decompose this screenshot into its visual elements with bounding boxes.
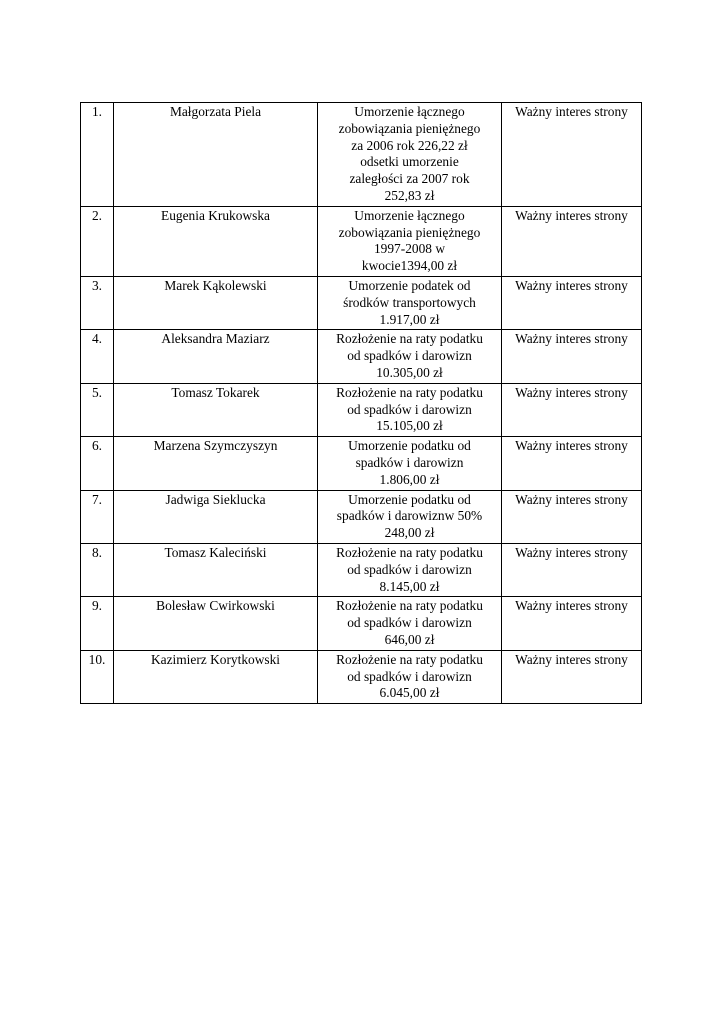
table-row (81, 437, 642, 490)
decision-description: Umorzenie podatku od spadków i darowiznw 50% 248,00 zł (318, 490, 502, 543)
decision-description: Umorzenie łącznego zobowiązania pieniężnego 1997-2008 w kwocie1394,00 zł (318, 206, 502, 276)
row-number: 3. (81, 276, 114, 329)
table-row (81, 330, 642, 383)
decision-description: Rozłożenie na raty podatku od spadków i darowizn 10.305,00 zł (318, 330, 502, 383)
person-name: Aleksandra Maziarz (114, 330, 318, 383)
person-name: Marzena Szymczyszyn (114, 437, 318, 490)
person-name: Kazimierz Korytkowski (114, 650, 318, 703)
decision-reason: Ważny interes strony (502, 383, 642, 436)
decision-description: Umorzenie podatek od środków transportowych 1.917,00 zł (318, 276, 502, 329)
decision-reason: Ważny interes strony (502, 437, 642, 490)
decision-reason: Ważny interes strony (502, 330, 642, 383)
decision-reason: Ważny interes strony (502, 543, 642, 596)
decisions-table (80, 102, 642, 704)
table-row (81, 597, 642, 650)
row-number: 4. (81, 330, 114, 383)
row-number: 7. (81, 490, 114, 543)
decision-reason: Ważny interes strony (502, 206, 642, 276)
table-row (81, 490, 642, 543)
table-body (81, 103, 642, 704)
table-row (81, 383, 642, 436)
table-row (81, 543, 642, 596)
row-number: 6. (81, 437, 114, 490)
row-number: 5. (81, 383, 114, 436)
row-number: 2. (81, 206, 114, 276)
decision-description: Rozłożenie na raty podatku od spadków i darowizn 646,00 zł (318, 597, 502, 650)
person-name: Małgorzata Piela (114, 103, 318, 207)
person-name: Eugenia Krukowska (114, 206, 318, 276)
decision-reason: Ważny interes strony (502, 276, 642, 329)
decision-reason: Ważny interes strony (502, 597, 642, 650)
decision-reason: Ważny interes strony (502, 490, 642, 543)
decision-description: Rozłożenie na raty podatku od spadków i darowizn 8.145,00 zł (318, 543, 502, 596)
decision-reason: Ważny interes strony (502, 103, 642, 207)
person-name: Jadwiga Sieklucka (114, 490, 318, 543)
row-number: 8. (81, 543, 114, 596)
decision-reason: Ważny interes strony (502, 650, 642, 703)
person-name: Tomasz Tokarek (114, 383, 318, 436)
row-number: 10. (81, 650, 114, 703)
person-name: Tomasz Kaleciński (114, 543, 318, 596)
decision-description: Rozłożenie na raty podatku od spadków i darowizn 15.105,00 zł (318, 383, 502, 436)
table-row (81, 650, 642, 703)
table-row (81, 103, 642, 207)
table-row (81, 276, 642, 329)
person-name: Marek Kąkolewski (114, 276, 318, 329)
row-number: 1. (81, 103, 114, 207)
person-name: Bolesław Cwirkowski (114, 597, 318, 650)
decision-description: Umorzenie podatku od spadków i darowizn 1.806,00 zł (318, 437, 502, 490)
table-row (81, 206, 642, 276)
decision-description: Umorzenie łącznego zobowiązania pieniężnego za 2006 rok 226,22 zł odsetki umorzenie zaległości za 2007 rok 252,83 zł (318, 103, 502, 207)
decision-description: Rozłożenie na raty podatku od spadków i darowizn 6.045,00 zł (318, 650, 502, 703)
row-number: 9. (81, 597, 114, 650)
